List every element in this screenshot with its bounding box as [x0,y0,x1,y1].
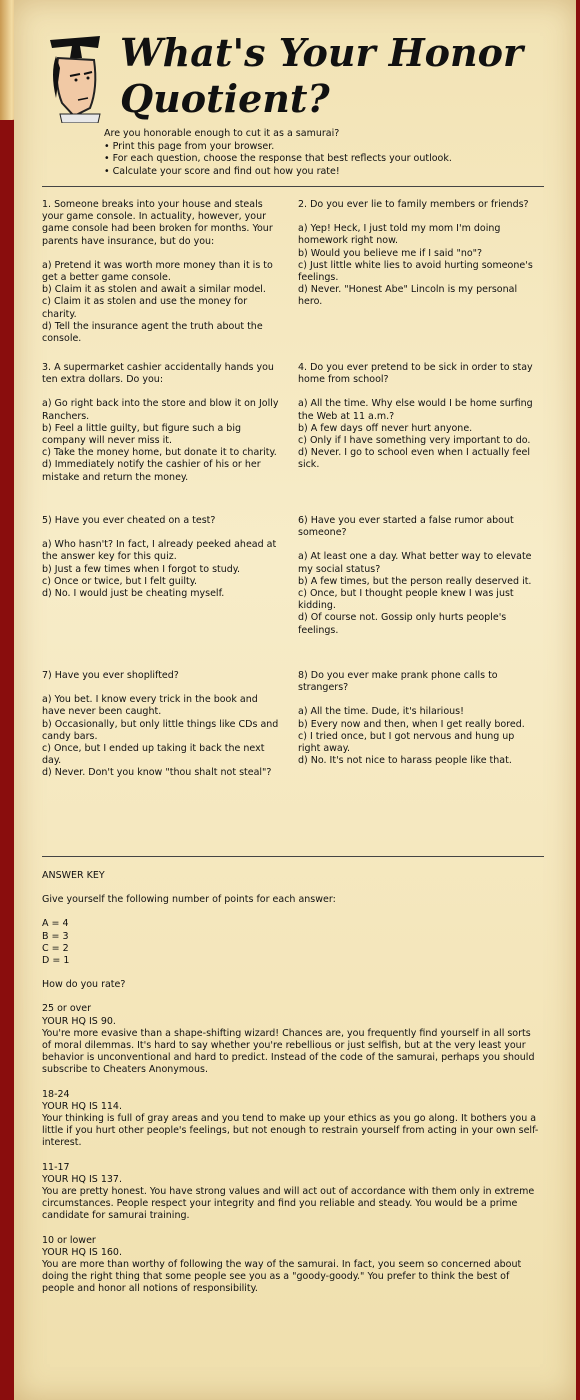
result-text: Your thinking is full of gray areas and you tend to make up your ethics as you go along. It bothers you a little if you hurt other people's feelings, but not enough to restrain yourself from acting in your own self-interest. [42,1113,539,1149]
answer-option: a) Go right back into the store and blow it on Jolly Ranchers. [42,398,279,422]
answer-option: d) No. It's not nice to harass people like that. [298,755,512,767]
answer-option: c) Claim it as stolen and use the money for charity. [42,296,248,320]
question-2 [298,199,538,309]
answer-option: a) Pretend it was worth more money than it is to get a better game console. [42,259,273,284]
result-hq: YOUR HQ IS 90. [42,1015,116,1027]
points-row: D = 1 [42,955,70,967]
answer-option: b) Just a few times when I forgot to study. [42,563,241,575]
question-text: 1. Someone breaks into your house and steals your game console. In actuality, however, your game console had been broken for months. Your parents have insurance, but do you: [42,199,273,247]
answer-option: d) Tell the insurance agent the truth about the console. [42,320,263,345]
answer-key [42,870,542,1296]
points-row: C = 2 [42,942,69,954]
answer-option: b) A few days off never hurt anyone. [298,422,473,434]
page-title: What's Your Honor Quotient? [120,30,524,121]
intro-lead: Are you honorable enough to cut it as a samurai? [104,128,340,139]
question-4 [298,362,538,472]
samurai-head-icon [40,28,110,123]
question-text: 4. Do you ever pretend to be sick in order to stay home from school? [298,362,533,386]
answer-option: d) Immediately notify the cashier of his or her mistake and return the money. [42,459,261,483]
result-hq: YOUR HQ IS 114. [42,1100,122,1112]
result-text: You're more evasive than a shape-shifting wizard! Chances are, you frequently find yourself in all sorts of moral dilemmas. It's hard to say whether you're rebellious or just selfish, but at the very least your behavior is unconventional and hard to predict. Instead of the code of the samurai, perhaps you should subscribe to Cheaters Anonymous. [42,1027,535,1076]
intro-bullet: • Print this page from your browser. [104,140,275,152]
answer-option: c) Only if I have something very important to do. [298,435,531,447]
divider [42,186,544,187]
answer-option: a) All the time. Dude, it's hilarious! [298,706,464,718]
intro-bullet: • For each question, choose the response that best reflects your outlook. [104,153,452,164]
answer-option: d) Never. Don't you know "thou shalt not steal"? [42,767,272,779]
answer-option: c) Just little white lies to avoid hurting someone's feelings. [298,259,533,284]
answer-option: c) Take the money home, but donate it to charity. [42,447,277,459]
answer-key-instruction: Give yourself the following number of points for each answer: [42,894,336,906]
question-6 [298,515,538,637]
answer-option: d) Never. "Honest Abe" Lincoln is my personal hero. [298,284,518,308]
intro-bullet: • Calculate your score and find out how you rate! [104,165,340,177]
answer-key-heading: ANSWER KEY [42,870,105,881]
answer-option: b) Feel a little guilty, but figure such a big company will never miss it. [42,422,242,447]
question-1 [42,199,282,345]
result-text: You are more than worthy of following the way of the samurai. In fact, you seem so concerned about doing the right thing that some people see you as a "goody-goody." You prefer to think the best of people and honor all notions of responsibility. [42,1259,522,1295]
answer-option: a) You bet. I know every trick in the book and have never been caught. [42,694,258,718]
rate-heading: How do you rate? [42,979,126,991]
result-range: 25 or over [42,1003,92,1015]
result-range: 18-24 [42,1088,70,1100]
answer-option: a) All the time. Why else would I be home surfing the Web at 11 a.m.? [298,398,533,422]
answer-option: d) Of course not. Gossip only hurts people's feelings. [298,612,507,636]
title-block [40,20,550,125]
divider [42,856,544,857]
answer-option: b) Every now and then, when I get really bored. [298,718,525,730]
result-range: 11-17 [42,1161,70,1173]
answer-option: d) No. I would just be cheating myself. [42,588,225,600]
result-text: You are pretty honest. You have strong values and will act out of accordance with them only in extreme circumstances. People respect your integrity and find you reliable and steady. You would be a prime candidate for samurai training. [42,1186,535,1222]
answer-option: c) Once or twice, but I felt guilty. [42,575,198,587]
answer-option: b) Claim it as stolen and await a similar model. [42,284,266,296]
answer-option: b) Occasionally, but only little things like CDs and candy bars. [42,718,279,742]
question-text: 3. A supermarket cashier accidentally hands you ten extra dollars. Do you: [42,362,274,386]
question-text: 2. Do you ever lie to family members or friends? [298,199,529,210]
answer-option: d) Never. I go to school even when I actually feel sick. [298,447,531,471]
answer-option: c) I tried once, but I got nervous and hung up right away. [298,730,515,755]
result-range: 10 or lower [42,1234,96,1246]
answer-option: c) Once, but I ended up taking it back the next day. [42,743,265,767]
points-row: A = 4 [42,918,69,930]
result-hq: YOUR HQ IS 160. [42,1246,122,1258]
answer-option: b) A few times, but the person really deserved it. [298,575,532,587]
answer-option: a) Yep! Heck, I just told my mom I'm doing homework right now. [298,223,501,247]
question-text: 8) Do you ever make prank phone calls to strangers? [298,670,498,694]
intro-block [104,128,544,178]
question-text: 7) Have you ever shoplifted? [42,670,179,681]
question-7 [42,670,282,780]
answer-option: a) At least one a day. What better way to elevate my social status? [298,551,532,575]
question-8 [298,670,538,767]
answer-option: a) Who hasn't? In fact, I already peeked ahead at the answer key for this quiz. [42,539,277,563]
question-text: 6) Have you ever started a false rumor about someone? [298,515,514,539]
answer-option: c) Once, but I thought people knew I was just kidding. [298,588,514,612]
points-row: B = 3 [42,930,69,942]
question-text: 5) Have you ever cheated on a test? [42,515,216,526]
question-5 [42,515,282,600]
result-hq: YOUR HQ IS 137. [42,1173,122,1185]
answer-option: b) Would you believe me if I said "no"? [298,247,483,259]
question-3 [42,362,282,484]
